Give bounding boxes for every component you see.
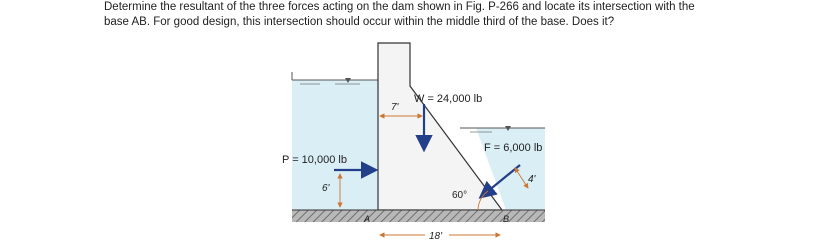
point-a-label: A [364,214,371,224]
weight-label: W = 24,000 lb [414,93,483,105]
weight-offset-label: 7' [391,102,399,113]
problem-line-2: base AB. For good design, this intersection should occur within the middle third of the base. Does it? [104,16,615,28]
uplift-force-label: F = 6,000 lb [484,142,543,154]
upstream-water [292,80,378,210]
base-width-label: 18' [429,231,443,242]
pressure-height-label: 6' [322,183,330,194]
problem-line-1: Determine the resultant of the three forces acting on the dam shown in Fig. P-266 and locate its intersection with the [104,1,695,13]
dam-body [378,43,502,210]
point-b-label: B [503,214,510,224]
uplift-offset-label: 4' [528,174,536,185]
angle-label: 60° [452,190,468,201]
ground-base [378,210,502,222]
water-pressure-label: P = 10,000 lb [282,154,347,166]
